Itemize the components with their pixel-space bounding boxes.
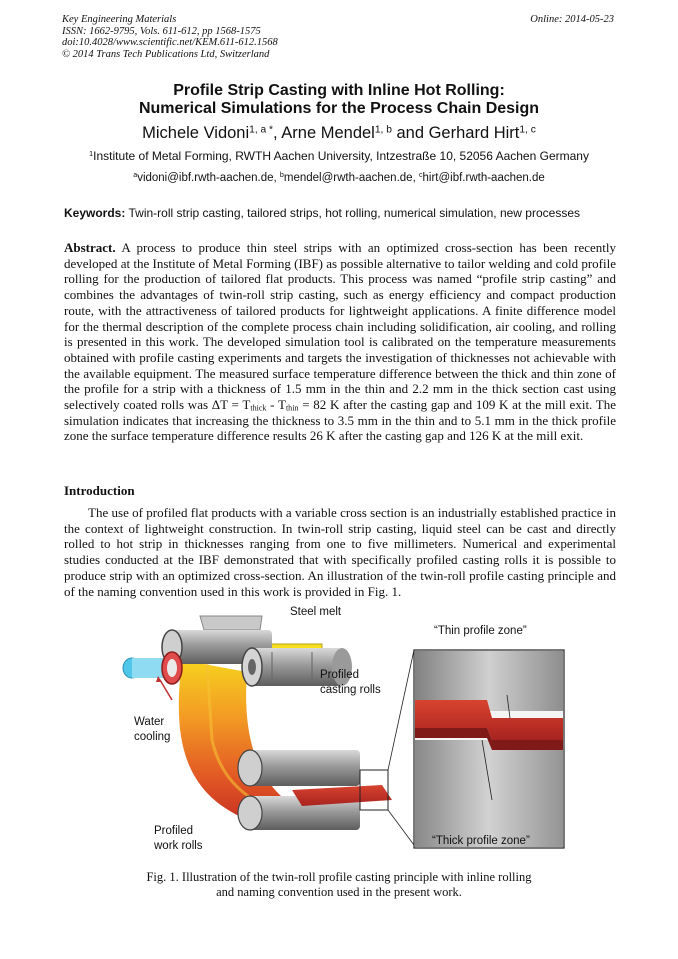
figure-1: [112, 600, 570, 862]
zoom-inset: [414, 650, 564, 848]
equation-subscript: thin: [285, 403, 299, 413]
label-water-cooling: [134, 715, 170, 745]
author-list: [0, 124, 678, 143]
author-name: Arne Mendel: [281, 124, 375, 142]
author-name: Gerhard Hirt: [428, 124, 520, 142]
label-line: Water: [134, 716, 165, 728]
label-line: Profiled: [320, 669, 359, 681]
caption-line-1: Fig. 1. Illustration of the twin-roll profile casting principle with inline rolling: [146, 870, 532, 884]
caption-line-2: and naming convention used in the present work.: [216, 885, 462, 899]
email-sep: ,: [412, 172, 419, 184]
abstract: [64, 240, 616, 444]
zoom-line: [388, 810, 414, 845]
title-line-1: Profile Strip Casting with Inline Hot Rolling:: [173, 82, 505, 99]
label-line: cooling: [134, 731, 171, 743]
keywords-text: Twin-roll strip casting, tailored strips, hot rolling, numerical simulation, new processes: [128, 206, 580, 220]
affiliation-text: Institute of Metal Forming, RWTH Aachen University, Intzestraße 10, 52056 Aachen Germany: [93, 149, 589, 163]
paper-title: [0, 82, 678, 118]
equation-subscript: thick: [250, 403, 267, 413]
title-line-2: Numerical Simulations for the Process Chain Design: [138, 100, 540, 117]
affiliation: [0, 149, 678, 163]
author-sup: 1, b: [374, 124, 392, 136]
abstract-text-end: = 82 K after the casting gap and 109 K at the mill exit. The simulation indicates that increasing the thickness to 3.5 mm in the thin and to 5.1 mm in the thick profile zone the surface temperature difference results 26 K after the casting gap and 126 K at the mill exit.: [64, 397, 617, 444]
author-sep: ,: [273, 124, 282, 142]
email-list: [0, 172, 678, 184]
label-casting-rolls: [320, 668, 381, 698]
copyright-line: © 2014 Trans Tech Publications Ltd, Switzerland: [62, 48, 270, 60]
online-date: Online: 2014-05-23: [530, 14, 614, 25]
label-work-rolls: [154, 824, 203, 854]
abstract-text: A process to produce thin steel strips with an optimized cross-section has been recently developed at the Institute of Metal Forming (IBF) as possible alternative to tailor welding and cold profile rolling for the production of tailored flat products. This process was named “profile strip casting” and combines the advantages of twin-roll strip casting, such as energy efficiency and compact production route, with the attractiveness of tailored products for lightweight applications. A finite difference model for the thermal description of the complete process chain including solidification, air cooling, and rolling is presented in this work. The developed simulation tool is calibrated on the temperature measurements obtained with profile casting experiments and targets the investigation of thicknesses not achievable with the available equipment. The measured surface temperature difference between the thick and thin zone of the profile for a strip with a thickness of 1.5 mm in the thin and 2.2 mm in the thick section cast using selectively coated rolls was: [64, 240, 616, 413]
email-link[interactable]: vidoni@ibf.rwth-aachen.de: [137, 172, 274, 184]
email-sep: ,: [273, 172, 280, 184]
affiliation-sup: 1: [89, 148, 94, 158]
label-thick-zone: “Thick profile zone”: [432, 835, 530, 847]
keywords-label: Keywords:: [64, 206, 126, 220]
section-heading: Introduction: [64, 483, 135, 498]
author-name: Michele Vidoni: [142, 124, 250, 142]
label-line: Profiled: [154, 825, 193, 837]
intro-paragraph: The use of profiled flat products with a variable cross section is an industrially established practice in the context of lightweight construction. In twin-roll strip casting, liquid steel can be cast and directly rolled to hot strip in thicknesses ranging from one to five millimeters. Numerical and experimental studies conducted at the IBF demonstrated that with specifically profiled casting rolls it is possible to produce strip with an optimized cross-section. An illustration of the twin-roll profile casting principle and of the naming convention used in this work is provided in Fig. 1.: [64, 505, 616, 599]
figure-illustration: [112, 600, 570, 862]
email-sup: b: [279, 171, 284, 180]
equation-part: - T: [266, 397, 286, 413]
author-sup: 1, c: [519, 124, 536, 136]
email-link[interactable]: mendel@rwth-aachen.de: [283, 172, 413, 184]
issn-line: ISSN: 1662-9795, Vols. 611-612, pp 1568-1575: [62, 25, 261, 37]
figure-caption: [0, 870, 678, 900]
label-steel-melt: Steel melt: [290, 606, 342, 618]
email-sup: a: [133, 171, 138, 180]
label-line: work rolls: [154, 840, 203, 852]
abstract-equation: [212, 397, 299, 412]
author-sep: and: [391, 124, 429, 142]
label-line: casting rolls: [320, 684, 381, 696]
keywords: [64, 206, 616, 220]
email-link[interactable]: hirt@ibf.rwth-aachen.de: [422, 172, 545, 184]
water-cooling-icon: [123, 652, 182, 700]
journal-header: [62, 14, 278, 60]
label-thin-zone: “Thin profile zone”: [434, 625, 527, 637]
email-sup: c: [418, 171, 423, 180]
doi-link[interactable]: doi:10.4028/www.scientific.net/KEM.611-612.1568: [62, 37, 278, 48]
author-sup: 1, a *: [249, 124, 274, 136]
zoom-line: [388, 650, 414, 770]
abstract-label: Abstract.: [64, 240, 116, 255]
equation-part: ΔT = T: [211, 397, 251, 413]
journal-name: Key Engineering Materials: [62, 14, 177, 25]
